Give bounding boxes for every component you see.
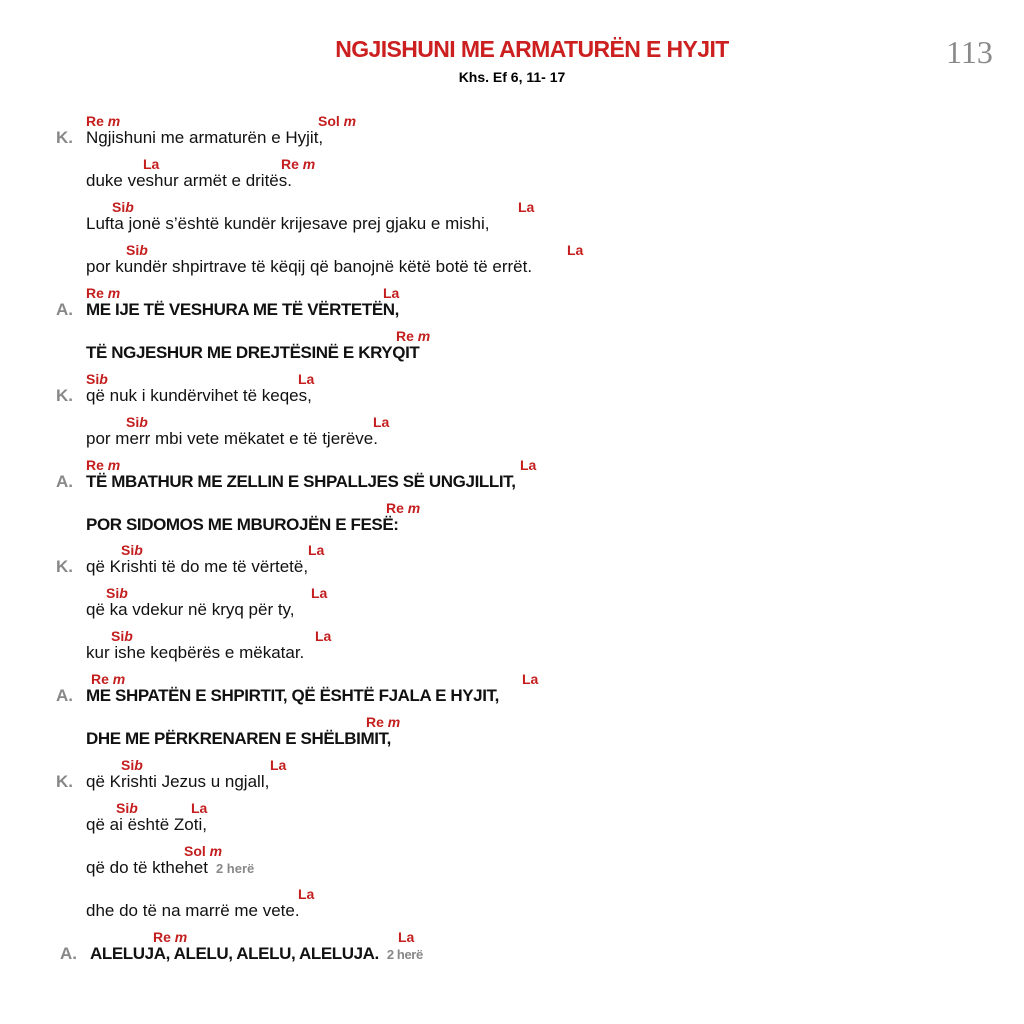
verse-text [86,386,312,406]
lyric-text: duke veshur armët e dritës. [86,171,292,190]
chord-label [121,542,143,558]
chord-root: Si [116,800,130,816]
verse-text [86,858,254,878]
response-text [86,472,516,492]
chord-label [298,371,314,387]
lyric-text: që Krishti Jezus u ngjall, [86,772,270,791]
lyric-line [0,156,1024,199]
verse-text [86,643,304,663]
chord-root: Re [396,328,414,344]
voice-marker: A. [60,944,77,963]
chord-root: La [315,628,332,644]
lyric-line [0,371,1024,414]
chord-quality: m [302,156,316,172]
chord-root: La [398,929,415,945]
lyric-text: TË NGJESHUR ME DREJTËSINË E KRYQIT [86,343,420,362]
chord-label [153,929,187,945]
chord-root: Re [91,671,109,687]
verse-text [86,557,308,577]
lyric-line [0,242,1024,285]
verse-text [86,600,295,620]
chord-label [86,285,120,301]
chord-root: Re [366,714,384,730]
chord-quality: m [209,843,223,859]
chord-label [86,113,120,129]
lyric-line [0,800,1024,843]
chord-label [522,671,538,687]
chord-quality: m [387,714,401,730]
chord-root: Sol [318,113,340,129]
response-text [86,300,399,320]
chord-label [383,285,399,301]
chord-root: Si [121,757,135,773]
lyric-line [0,929,1024,972]
chord-root: Si [126,242,140,258]
chord-root: La [311,585,328,601]
chord-root: Si [111,628,125,644]
chord-quality: m [107,113,121,129]
lyric-text: që ka vdekur në kryq për ty, [86,600,295,619]
chord-quality: m [107,457,121,473]
lyric-text: që ai është Zoti, [86,815,207,834]
chord-quality: m [174,929,188,945]
chord-root: La [383,285,400,301]
lyric-text: Ngjishuni me armaturën e Hyjit, [86,128,324,147]
chord-root: La [143,156,160,172]
lyric-line [0,500,1024,543]
chord-label [315,628,331,644]
song-title: NGJISHUNI ME ARMATURËN E HYJIT [335,36,729,62]
chord-quality: b [124,628,133,644]
chord-quality: b [129,800,138,816]
chord-root: Si [112,199,126,215]
chord-label [386,500,420,516]
chord-quality: b [99,371,108,387]
lyric-text: DHE ME PËRKRENAREN E SHËLBIMIT, [86,729,391,748]
response-text [86,686,499,706]
chord-label [121,757,143,773]
chord-label [143,156,159,172]
lyric-line [0,328,1024,371]
lyric-line [0,542,1024,585]
chord-label [520,457,536,473]
chord-label [281,156,315,172]
chord-quality: b [119,585,128,601]
chord-label [318,113,356,129]
lyric-text: dhe do të na marrë me vete. [86,901,300,920]
chord-root: Si [121,542,135,558]
lyric-line [0,585,1024,628]
verse-text [86,171,292,191]
chord-root: La [270,757,287,773]
chord-label [311,585,327,601]
verse-text [86,772,269,792]
chord-label [567,242,583,258]
chord-label [112,199,134,215]
lyric-text: kur ishe keqbërës e mëkatar. [86,643,305,662]
repeat-note: 2 herë [215,861,255,876]
chord-label [373,414,389,430]
lyric-text: TË MBATHUR ME ZELLIN E SHPALLJES SË UNGJILLIT, [86,472,516,491]
lyric-line [0,285,1024,328]
chord-root: Si [126,414,140,430]
chord-label [86,371,108,387]
lyric-line [0,671,1024,714]
lyric-line [0,457,1024,500]
chord-root: Re [386,500,404,516]
chord-label [308,542,324,558]
chord-root: Sol [184,843,206,859]
lyric-text: Lufta jonë s’është kundër krijesave prej gjaku e mishi, [86,214,490,233]
lyric-text: që Krishti të do me të vërtetë, [86,557,309,576]
chord-label [106,585,128,601]
verse-text [86,815,207,835]
lyric-line [0,199,1024,242]
verse-text [86,257,532,277]
chord-root: La [191,800,208,816]
lyric-text: që nuk i kundërvihet të keqes, [86,386,312,405]
chord-quality: b [134,757,143,773]
chord-quality: m [343,113,357,129]
scripture-reference: Khs. Ef 6, 11- 17 [458,69,566,85]
chord-label [111,628,133,644]
repeat-note: 2 herë [386,947,423,962]
lyric-text: ME IJE TË VESHURA ME TË VËRTETËN, [86,300,399,319]
response-text [86,343,419,363]
voice-marker: A. [56,686,73,705]
chord-label [86,457,120,473]
lyric-line [0,628,1024,671]
lyric-line [0,113,1024,156]
lyric-line [0,714,1024,757]
chord-label [184,843,222,859]
lyric-text: që do të kthehet [86,858,208,877]
chord-label [396,328,430,344]
lyric-line [0,886,1024,929]
chord-quality: m [112,671,126,687]
voice-marker: K. [56,772,73,791]
lyric-text: por kundër shpirtrave të këqij që banojnë këtë botë të errët. [86,257,533,276]
response-text [90,944,423,964]
chord-label [126,242,148,258]
chord-root: La [373,414,390,430]
chord-root: Re [281,156,299,172]
chord-quality: m [107,285,121,301]
chord-quality: b [139,414,148,430]
chord-root: Re [86,285,104,301]
chord-label [116,800,138,816]
chord-root: La [298,371,315,387]
chord-root: Re [86,457,104,473]
response-text [86,729,391,749]
response-text [86,515,399,535]
voice-marker: K. [56,386,73,405]
chord-quality: m [417,328,431,344]
chord-label [298,886,314,902]
lyric-text: POR SIDOMOS ME MBUROJËN E FESË: [86,515,399,534]
chord-root: La [518,199,535,215]
verse-text [86,901,300,921]
chord-quality: m [407,500,421,516]
lyric-line [0,414,1024,457]
chord-label [91,671,125,687]
verse-text [86,214,490,234]
chord-root: Re [153,929,171,945]
chord-label [518,199,534,215]
verse-text [86,429,378,449]
lyric-text: ME SHPATËN E SHPIRTIT, QË ËSHTË FJALA E HYJIT, [86,686,499,705]
chord-root: La [308,542,325,558]
chord-label [191,800,207,816]
chord-root: La [298,886,315,902]
voice-marker: K. [56,557,73,576]
lyric-line [0,843,1024,886]
chord-root: Si [106,585,120,601]
chord-root: Si [86,371,100,387]
chord-quality: b [125,199,134,215]
page-number: 113 [946,34,993,70]
chord-quality: b [139,242,148,258]
chord-label [126,414,148,430]
lyric-text: por merr mbi vete mëkatet e të tjerëve. [86,429,378,448]
voice-marker: A. [56,472,73,491]
chord-root: La [520,457,537,473]
chord-root: Re [86,113,104,129]
voice-marker: K. [56,128,73,147]
chord-root: La [567,242,584,258]
voice-marker: A. [56,300,73,319]
chord-label [270,757,286,773]
lyric-text: ALELUJA, ALELU, ALELU, ALELUJA. [90,944,379,963]
chord-label [398,929,414,945]
chord-quality: b [134,542,143,558]
lyric-line [0,757,1024,800]
chord-label [366,714,400,730]
chord-root: La [522,671,539,687]
verse-text [86,128,323,148]
